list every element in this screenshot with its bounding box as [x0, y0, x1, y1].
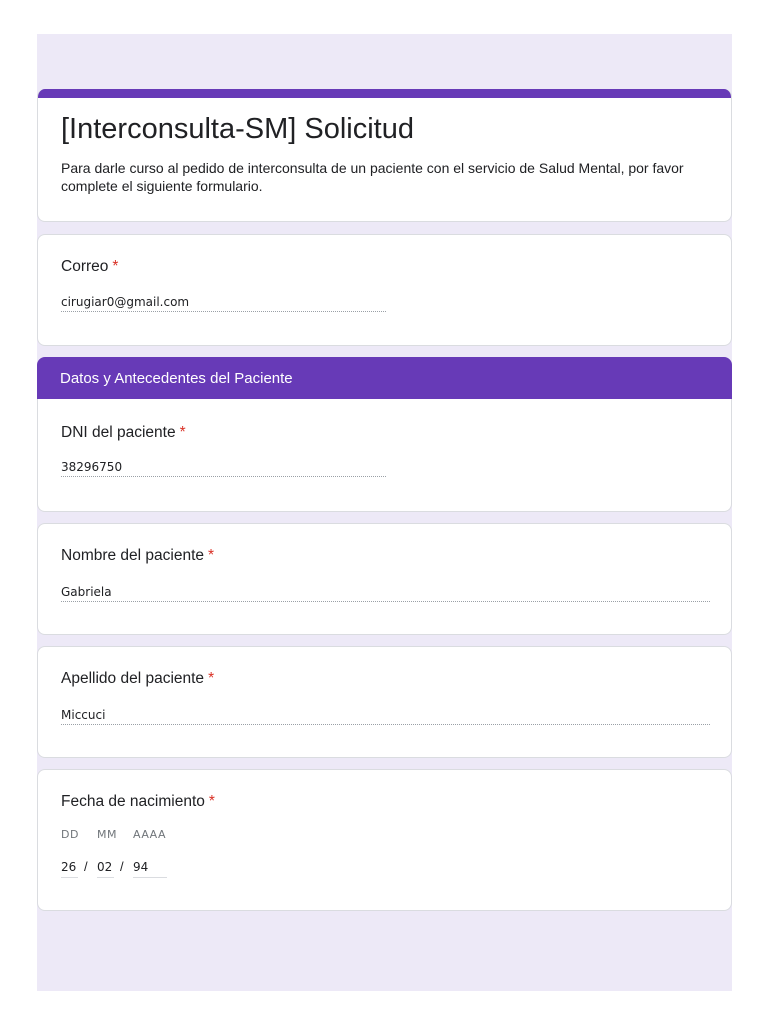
form-title: [Interconsulta-SM] Solicitud [61, 113, 414, 145]
required-asterisk: * [208, 793, 215, 810]
date-separator: / [84, 859, 88, 874]
month-input[interactable]: 02 [97, 857, 114, 878]
question-label: Fecha de nacimiento * [61, 793, 215, 810]
question-label: Nombre del paciente * [61, 547, 215, 564]
header-accent-bar [38, 89, 731, 98]
last-name-field[interactable]: Miccuci [61, 705, 710, 725]
day-input[interactable]: 26 [61, 857, 78, 878]
question-card-first-name [37, 523, 732, 635]
first-name-field[interactable]: Gabriela [61, 582, 710, 602]
question-label: DNI del paciente * [61, 424, 186, 441]
required-asterisk: * [208, 670, 215, 687]
question-label: Correo * [61, 258, 119, 275]
form-header-card [37, 89, 732, 222]
year-label: AAAA [133, 828, 167, 841]
question-label: Apellido del paciente * [61, 670, 215, 687]
form-description: Para darle curso al pedido de interconsulta de un paciente con el servicio de Salud Mental, por favor complete el siguiente formulario. [61, 160, 684, 194]
section-header: Datos y Antecedentes del Paciente [37, 357, 732, 401]
day-label: DD [61, 828, 79, 841]
email-field[interactable]: cirugiar0@gmail.com [61, 292, 386, 312]
year-input[interactable]: 94 [133, 857, 167, 878]
dni-field[interactable]: 38296750 [61, 457, 386, 477]
month-label: MM [97, 828, 117, 841]
question-card-birth-date [37, 769, 732, 911]
question-card-last-name [37, 646, 732, 758]
required-asterisk: * [112, 258, 119, 275]
question-card-email [37, 234, 732, 346]
question-card-dni [37, 399, 732, 512]
required-asterisk: * [208, 547, 215, 564]
required-asterisk: * [179, 424, 186, 441]
date-separator: / [120, 859, 124, 874]
